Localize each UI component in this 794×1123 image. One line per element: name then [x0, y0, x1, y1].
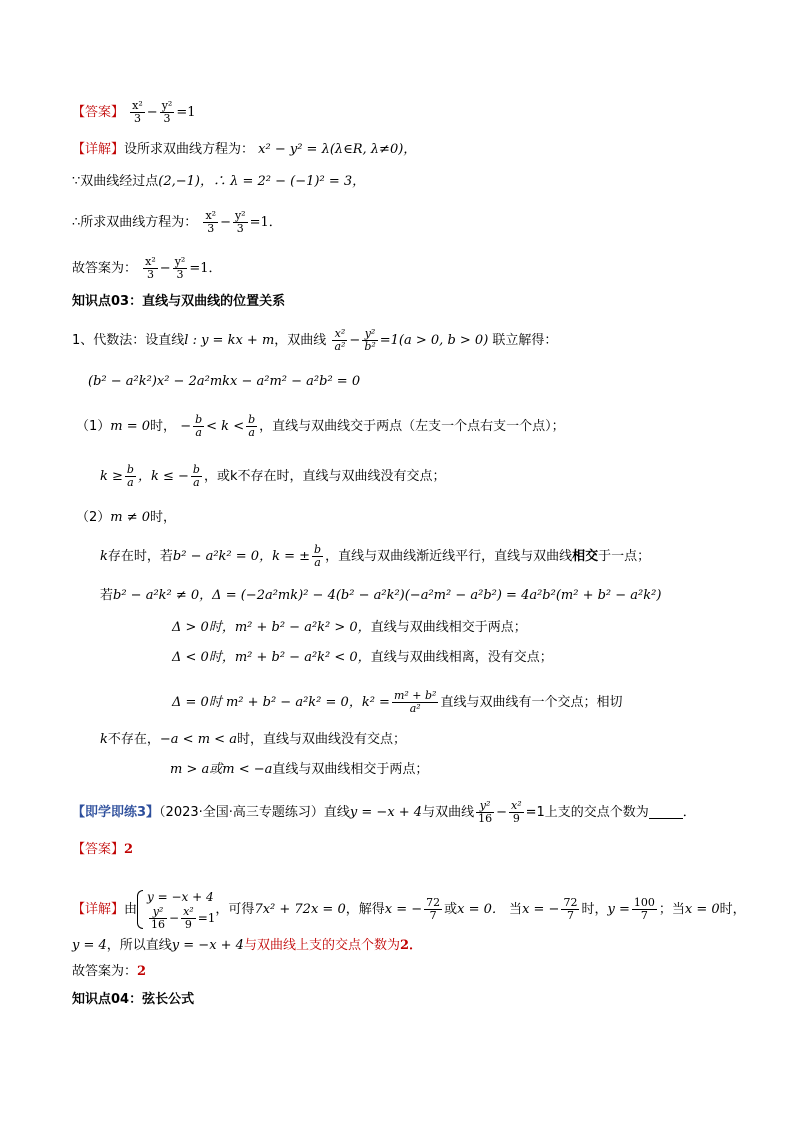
practice-3-question: 【即学即练3】（2023·全国·高三专题练习）直线y = −x + 4与双曲线 $\frac{\text{y²}}{16}$ − $\frac{\text{x²}}{9}$ =1上支的交点个数为 ． [72, 799, 696, 825]
section-heading-kp04: 知识点04：弦长公式 [72, 992, 195, 1007]
fraction: $\frac{b}{a}$ [192, 463, 200, 489]
fraction: $\frac{\text{y²}}{16}$ [478, 799, 493, 825]
fraction: $\frac{b}{a}$ [314, 543, 322, 569]
case-2-line-2: 若b² − a²k² ≠ 0，Δ = (−2a²mk)² − 4(b² − a²k²)(−a²m² − a²b²) = 4a²b²(m² + b² − a²k²) [100, 588, 662, 603]
fraction: $\frac{\text{y²}}{3}$ [161, 99, 173, 125]
detail-line-2: ∵双曲线经过点(2,−1)，∴ λ = 2² − (−1)² = 3， [72, 174, 366, 189]
case-1b-line: k ≥ $\frac{b}{a}$ ，k ≤ − $\frac{b}{a}$ ，或k不存在时，直线与双曲线没有交点； [100, 463, 446, 489]
detail-tag: 【详解】 [72, 902, 125, 917]
detail-line-3: ∴所求双曲线方程为： $\frac{\text{x²}}{3}$ − $\frac{\text{y²}}{3}$ =1． [72, 209, 282, 235]
practice-3-answer: 【答案】2 [72, 842, 134, 857]
fraction: $\frac{b}{a}$ [248, 413, 256, 439]
answer-tag: 【答案】 [72, 105, 125, 120]
practice-tag: 【即学即练3】 [72, 805, 160, 820]
practice-3-detail-2: y = 4，所以直线y = −x + 4与双曲线上支的交点个数为2． [72, 938, 423, 953]
case-2-line-7: m > a或m < −a直线与双曲线相交于两点； [170, 762, 429, 777]
practice-3-detail-1: 【详解】由 y = −x + 4 $\frac{\text{y²}}{16}$ − $\frac{\text{x²}}{9}$ =1 ，可得7x² + 72x = 0，解得x = − $\frac{72}{7}$ 或x = 0． 当x = − $\frac{72}{7}$ 时，y = $\frac{100}{7}$ ；当x = 0时， [72, 890, 746, 931]
answer-blank [649, 806, 683, 819]
practice-3-detail-3: 故答案为：2 [72, 964, 147, 979]
fraction: $\frac{\text{x²}}{3}$ [132, 99, 143, 125]
kp03-line-1: 1、代数法：设直线l : y = kx + m，双曲线 $\frac{\text{x²}}{\text{a²}}$ − $\frac{\text{y²}}{\text{b²}}$ =1(a > 0, b > 0) 联立解得： [72, 327, 558, 353]
section-heading-kp03: 知识点03：直线与双曲线的位置关系 [72, 294, 286, 309]
answer-line-1: 【答案】 $\frac{\text{x²}}{3}$ − $\frac{\text{y²}}{3}$ =1 [72, 99, 196, 125]
fraction: $\frac{\text{x²}}{3}$ [205, 209, 217, 235]
fraction: $\frac{\text{x²}}{\text{a²}}$ [334, 327, 346, 353]
fraction: $\frac{\text{y²}}{3}$ [234, 209, 246, 235]
case-2-line-6: k不存在，−a < m < a时，直线与双曲线没有交点； [100, 732, 406, 747]
detail-line-4: 故答案为： $\frac{\text{x²}}{3}$ − $\frac{\text{y²}}{3}$ =1． [72, 255, 222, 281]
fraction: $\frac{\text{x²}}{9}$ [511, 799, 522, 825]
fraction: $\frac{\text{m² + b²}}{\text{a²}}$ [393, 689, 437, 715]
case-2-line-3: Δ > 0时，m² + b² − a²k² > 0，直线与双曲线相交于两点； [172, 620, 527, 635]
fraction: $\frac{\text{y²}}{\text{b²}}$ [364, 327, 376, 353]
answer-tag: 【答案】 [72, 842, 125, 857]
case-2-line-5: Δ = 0时 m² + b² − a²k² = 0，k² = $\frac{\text{m² + b²}}{\text{a²}}$ 直线与双曲线有一个交点；相切 [172, 689, 623, 715]
fraction: $\frac{b}{a}$ [195, 413, 203, 439]
fraction: $\frac{\text{y²}}{3}$ [174, 255, 186, 281]
fraction: $\frac{b}{a}$ [126, 463, 134, 489]
kp03-equation: (b² − a²k²)x² − 2a²mkx − a²m² − a²b² = 0 [88, 374, 361, 389]
case-2-line-4: Δ < 0时，m² + b² − a²k² < 0，直线与双曲线相离，没有交点； [172, 650, 553, 665]
case-2-line-1: k存在时，若b² − a²k² = 0，k = ± $\frac{b}{a}$ ，直线与双曲线渐近线平行，直线与双曲线相交于一点； [100, 543, 651, 569]
detail-line-1: 【详解】设所求双曲线方程为： x² − y² = λ(λ∈R, λ≠0)， [72, 142, 417, 157]
detail-tag: 【详解】 [72, 142, 125, 157]
fraction: $\frac{\text{x²}}{3}$ [145, 255, 156, 281]
case-1-line: （1）m = 0时， − $\frac{b}{a}$ < k < $\frac{b}{a}$ ，直线与双曲线交于两点（左支一个点右支一个点）； [76, 413, 565, 439]
case-2-line: （2）m ≠ 0时， [76, 510, 177, 525]
equation-system: y = −x + 4 $\frac{\text{y²}}{16}$ − $\frac{\text{x²}}{9}$ =1 [137, 888, 215, 931]
